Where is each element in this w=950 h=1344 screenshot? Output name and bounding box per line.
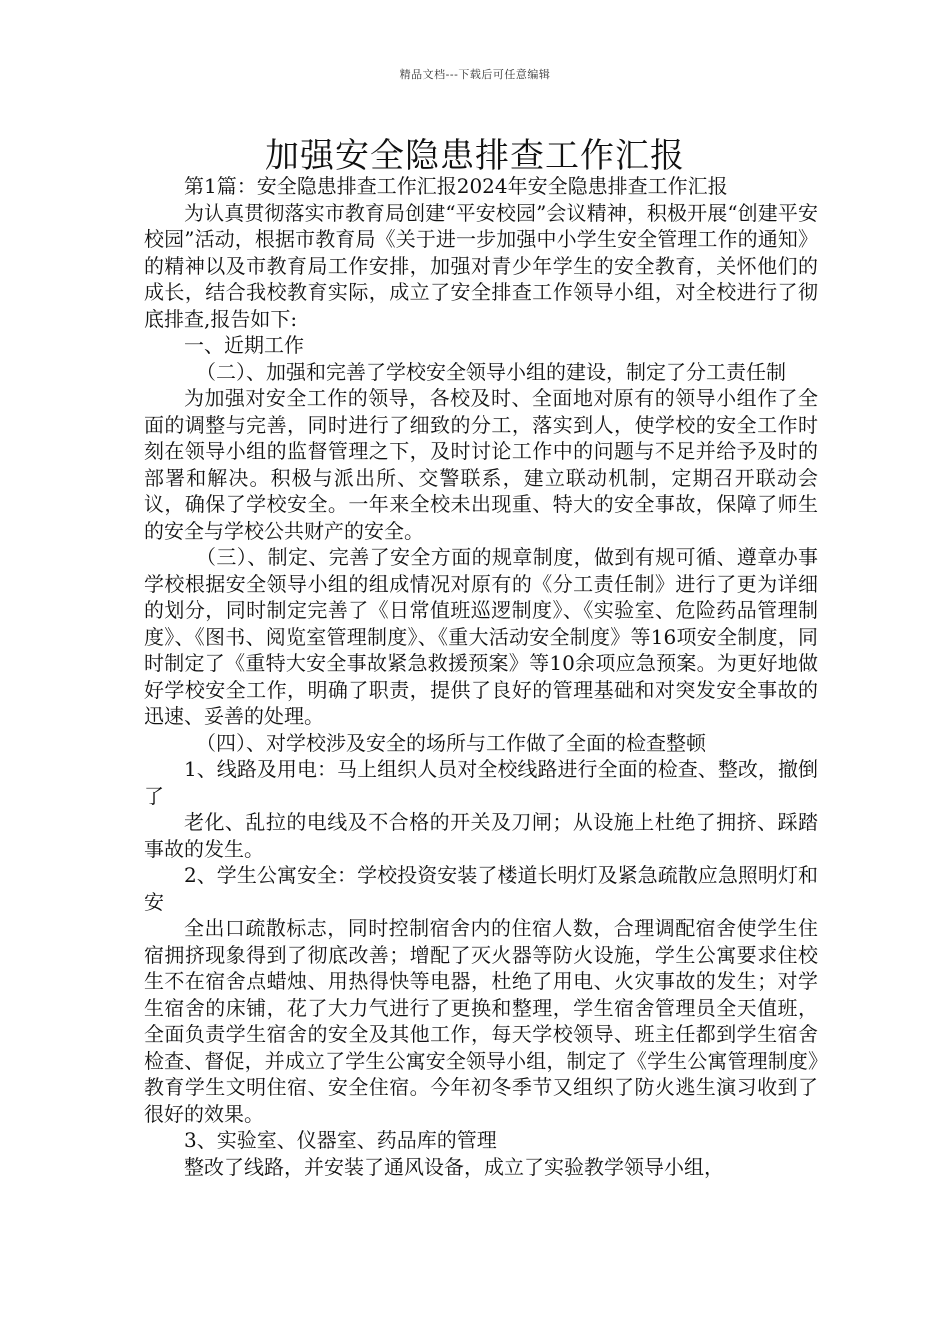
document-body (144, 173, 818, 1180)
paragraph-lab-heading: 3、实验室、仪器室、药品库的管理 (184, 1128, 497, 1152)
subsection-heading-4: （四）、对学校涉及安全的场所与工作做了全面的检查整顿 (196, 730, 706, 755)
page-header-note: 精品文档---下载后可任意编辑 (399, 68, 551, 81)
paragraph-leadership: 为加强对安全工作的领导，各校及时、全面地对原有的领导小组作了全面的调整与完善，同时进行了细致的分工，落实到人，使学校的安全工作时刻在领导小组的监督管理之下，及时讨论工作中的问题与不足并给予及时的部署和解决。积极与派出所、交警联系，建立联动机制，定期召开联动会议，确保了学校安全。一年来全校未出现重、特大的安全事故，保障了师生的安全与学校公共财产的安全。 (144, 386, 818, 543)
paragraph-wiring-1: 1、线路及用电：马上组织人员对全校线路进行全面的检查、整改，撤倒了 (144, 757, 818, 808)
paragraph-intro: 为认真贯彻落实市教育局创建“平安校园”会议精神，积极开展“创建平安校园”活动，根据市教育局《关于进一步加强中小学生安全管理工作的通知》的精神以及市教育局工作安排，加强对青少年学生的安全教育，关怀他们的成长，结合我校教育实际，成立了安全排查工作领导小组，对全校进行了彻底排查,报告如下: (144, 200, 818, 331)
paragraph-lab-body: 整改了线路，并安装了通风设备，成立了实验教学领导小组， (184, 1154, 724, 1179)
paragraph-dorm-2: 全出口疏散标志，同时控制宿舍内的住宿人数，合理调配宿舍使学生住宿拥挤现象得到了彻底改善；增配了灭火器等防火设施，学生公寓要求住校生不在宿舍点蜡烛、用热得快等电器，杜绝了用电、火灾事故的发生；对学生宿舍的床铺，花了大力气进行了更换和整理，学生宿舍管理员全天值班，全面负责学生宿舍的安全及其他工作，每天学校领导、班主任都到学生宿舍检查、督促，并成立了学生公寓安全领导小组，制定了《学生公寓管理制度》教育学生文明住宿、安全住宿。今年初冬季节又组织了防火逃生演习收到了很好的效果。 (144, 916, 818, 1126)
paragraph-article-heading: 第1篇：安全隐患排查工作汇报2024年安全隐患排查工作汇报 (184, 174, 728, 198)
paragraph-wiring-2: 老化、乱拉的电线及不合格的开关及刀闸；从设施上杜绝了拥挤、踩踏事故的发生。 (144, 810, 818, 861)
paragraph-regulations: （三）、制定、完善了安全方面的规章制度，做到有规可循、遵章办事 学校根据安全领导小组的组成情况对原有的《分工责任制》进行了更为详细的划分，同时制定完善了《日常值班巡逻制度》、《实验室、危险药品管理制度》、《图书、阅览室管理制度》、《重大活动安全制度》等16项安全制度，同时制定了《重特大安全事故紧急救援预案》等10余项应急预案。为更好地做好学校安全工作，明确了职责，提供了良好的管理基础和对突发安全事故的迅速、妥善的处理。 (144, 545, 818, 728)
section-heading-recent-work: 一、近期工作 (184, 333, 304, 357)
subsection-heading-2: （二）、加强和完善了学校安全领导小组的建设，制定了分工责任制 (196, 359, 786, 384)
paragraph-dorm-1: 2、学生公寓安全：学校投资安装了楼道长明灯及紧急疏散应急照明灯和安 (144, 863, 818, 914)
document-title: 加强安全隐患排查工作汇报 (265, 136, 685, 176)
